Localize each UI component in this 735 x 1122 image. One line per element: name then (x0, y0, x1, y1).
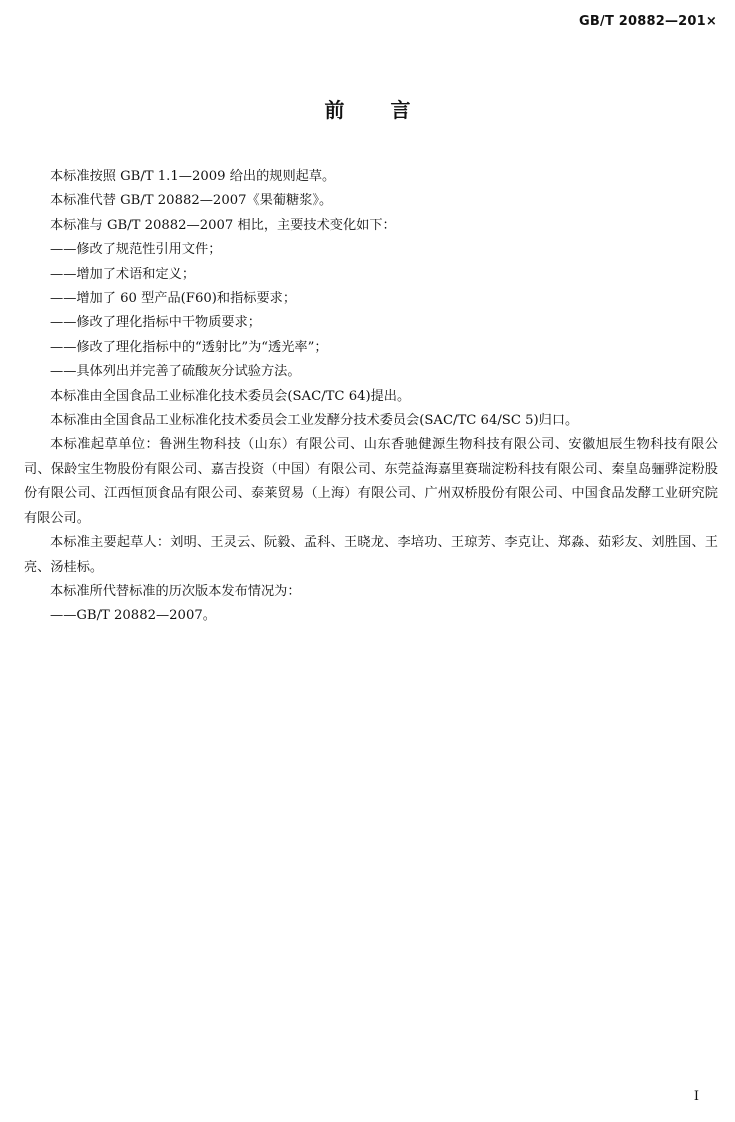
paragraph-drafting-rules: 本标准按照 GB/T 1.1—2009 给出的规则起草。 (50, 169, 336, 184)
change-item: ——修改了理化指标中的“透射比”为“透光率”； (50, 339, 328, 355)
paragraph-replaces: 本标准代替 GB/T 20882—2007《果葡糖浆》。 (50, 193, 333, 209)
change-item: ——修改了理化指标中干物质要求； (50, 315, 261, 331)
standard-number-header: GB/T 20882—201× (579, 14, 717, 29)
page-number: I (693, 1089, 699, 1104)
foreword-body (24, 165, 718, 629)
paragraph-proposed-by: 本标准由全国食品工业标准化技术委员会(SAC/TC 64)提出。 (50, 388, 411, 404)
paragraph-under-jurisdiction: 本标准由全国食品工业标准化技术委员会工业发酵分技术委员会(SAC/TC 64/SC 5)归口。 (50, 413, 579, 429)
paragraph-drafting-organizations: 本标准起草单位：鲁洲生物科技（山东）有限公司、山东香驰健源生物科技有限公司、安徽旭辰生物科技有限公司、保龄宝生物股份有限公司、嘉吉投资（中国）有限公司、东莞益海嘉里赛瑞淀粉科技有限公司、秦皇岛骊骅淀粉股份有限公司、江西恒顶食品有限公司、泰莱贸易（上海）有限公司、广州双桥股份有限公司、中国食品发酵工业研究院有限公司。 (24, 437, 718, 526)
change-item: ——增加了术语和定义； (50, 266, 196, 282)
paragraph-drafters: 本标准主要起草人：刘明、王灵云、阮毅、孟科、王晓龙、李培功、王琼芳、李克让、郑淼、茹彩友、刘胜国、王亮、汤桂标。 (24, 535, 718, 575)
change-item: ——修改了规范性引用文件； (50, 242, 222, 258)
change-item: ——增加了 60 型产品(F60)和指标要求； (50, 291, 297, 307)
title-char-2: 言 (390, 98, 411, 122)
change-item: ——具体列出并完善了硫酸灰分试验方法。 (50, 364, 301, 380)
paragraph-changes-intro: 本标准与 GB/T 20882—2007 相比，主要技术变化如下： (50, 217, 396, 233)
history-item: ——GB/T 20882—2007。 (50, 608, 216, 624)
paragraph-history-intro: 本标准所代替标准的历次版本发布情况为： (50, 583, 301, 599)
page-title (0, 94, 735, 123)
title-char-1: 前 (324, 98, 345, 122)
